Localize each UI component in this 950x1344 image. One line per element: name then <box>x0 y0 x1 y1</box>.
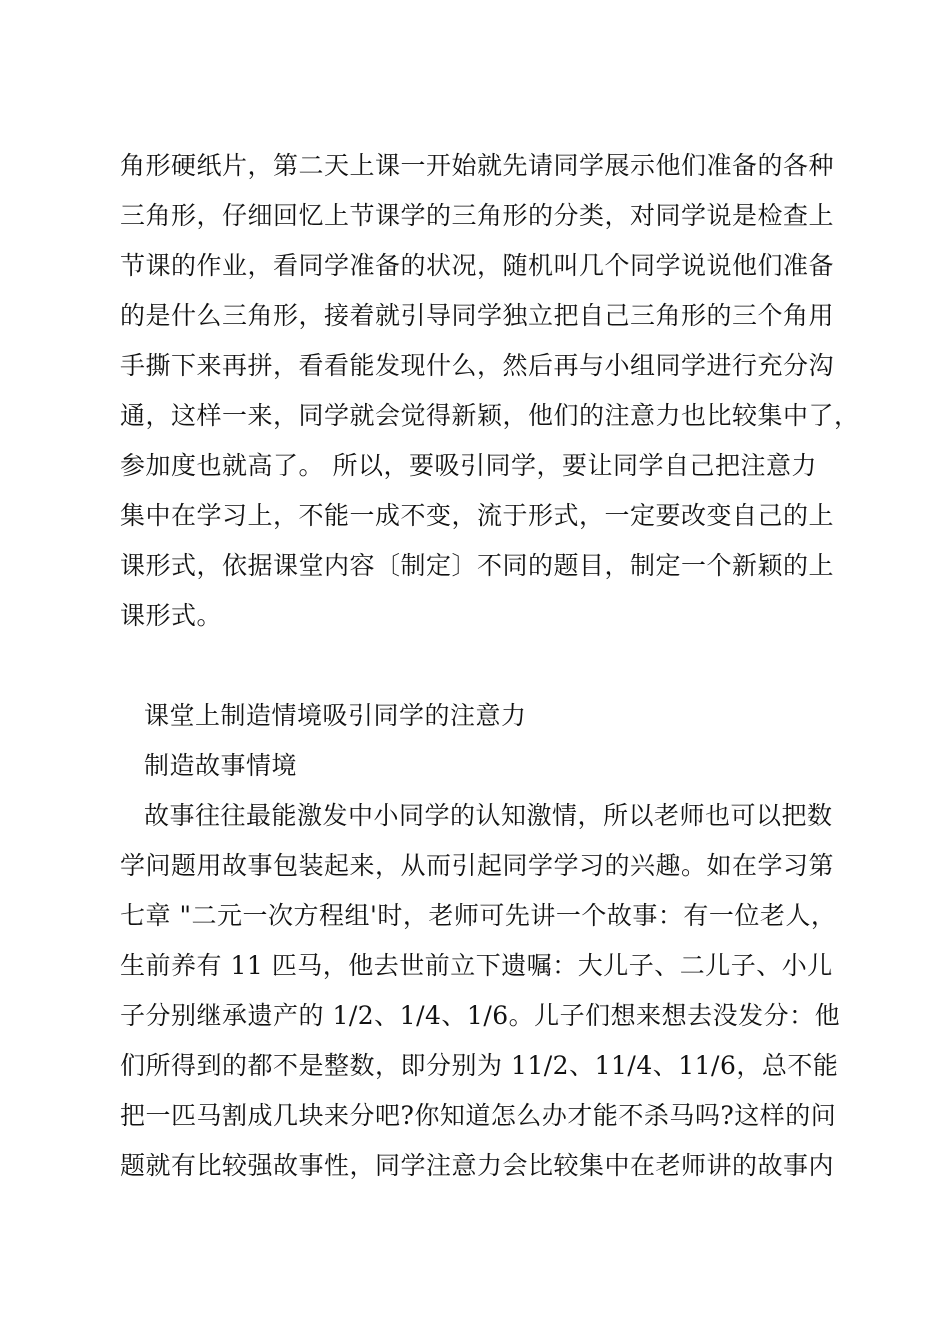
paragraph-2-line-3: 七章 "二元一次方程组'时，老师可先讲一个故事：有一位老人， <box>120 901 837 930</box>
paragraph-1-line-9: 课形式，依据课堂内容〔制定〕不同的题目，制定一个新颖的上 <box>120 551 835 580</box>
paragraph-2-line-6: 们所得到的都不是整数，即分别为 11/2、11/4、11/6，总不能 <box>120 1051 839 1080</box>
paragraph-1-line-5: 手撕下来再拼，看看能发现什么，然后再与小组同学进行充分沟 <box>120 351 835 380</box>
paragraph-1-line-1: 角形硬纸片，第二天上课一开始就先请同学展示他们准备的各种 <box>120 151 835 180</box>
paragraph-2-line-8: 题就有比较强故事性，同学注意力会比较集中在老师讲的故事内 <box>120 1151 835 1180</box>
paragraph-1-line-3: 节课的作业，看同学准备的状况，随机叫几个同学说说他们准备 <box>120 251 835 280</box>
paragraph-2-line-5: 子分别继承遗产的 1/2、1/4、1/6。儿子们想来想去没发分：他 <box>120 1001 841 1030</box>
paragraph-2-line-1: 故事往往最能激发中小同学的认知激情，所以老师也可以把数 <box>144 801 833 830</box>
paragraph-1-line-7: 参加度也就高了。 所以，要吸引同学，要让同学自己把注意力 <box>120 451 817 480</box>
paragraph-2-line-2: 学问题用故事包装起来，从而引起同学学习的兴趣。如在学习第 <box>120 851 835 880</box>
paragraph-1-line-2: 三角形，仔细回忆上节课学的三角形的分类，对同学说是检查上 <box>120 201 835 230</box>
paragraph-1-line-4: 的是什么三角形，接着就引导同学独立把自己三角形的三个角用 <box>120 301 835 330</box>
section-heading: 课堂上制造情境吸引同学的注意力 <box>144 701 527 730</box>
subsection-heading: 制造故事情境 <box>144 751 298 780</box>
paragraph-2-line-7: 把一匹马割成几块来分吧?你知道怎么办才能不杀马吗?这样的问 <box>120 1101 837 1130</box>
paragraph-1-line-10: 课形式。 <box>120 601 223 630</box>
paragraph-2-line-4: 生前养有 11 匹马，他去世前立下遗嘱：大儿子、二儿子、小儿 <box>120 951 833 980</box>
paragraph-1-line-8: 集中在学习上，不能一成不变，流于形式，一定要改变自己的上 <box>120 501 835 530</box>
paragraph-1-line-6: 通，这样一来，同学就会觉得新颖，他们的注意力也比较集中了， <box>120 401 860 430</box>
